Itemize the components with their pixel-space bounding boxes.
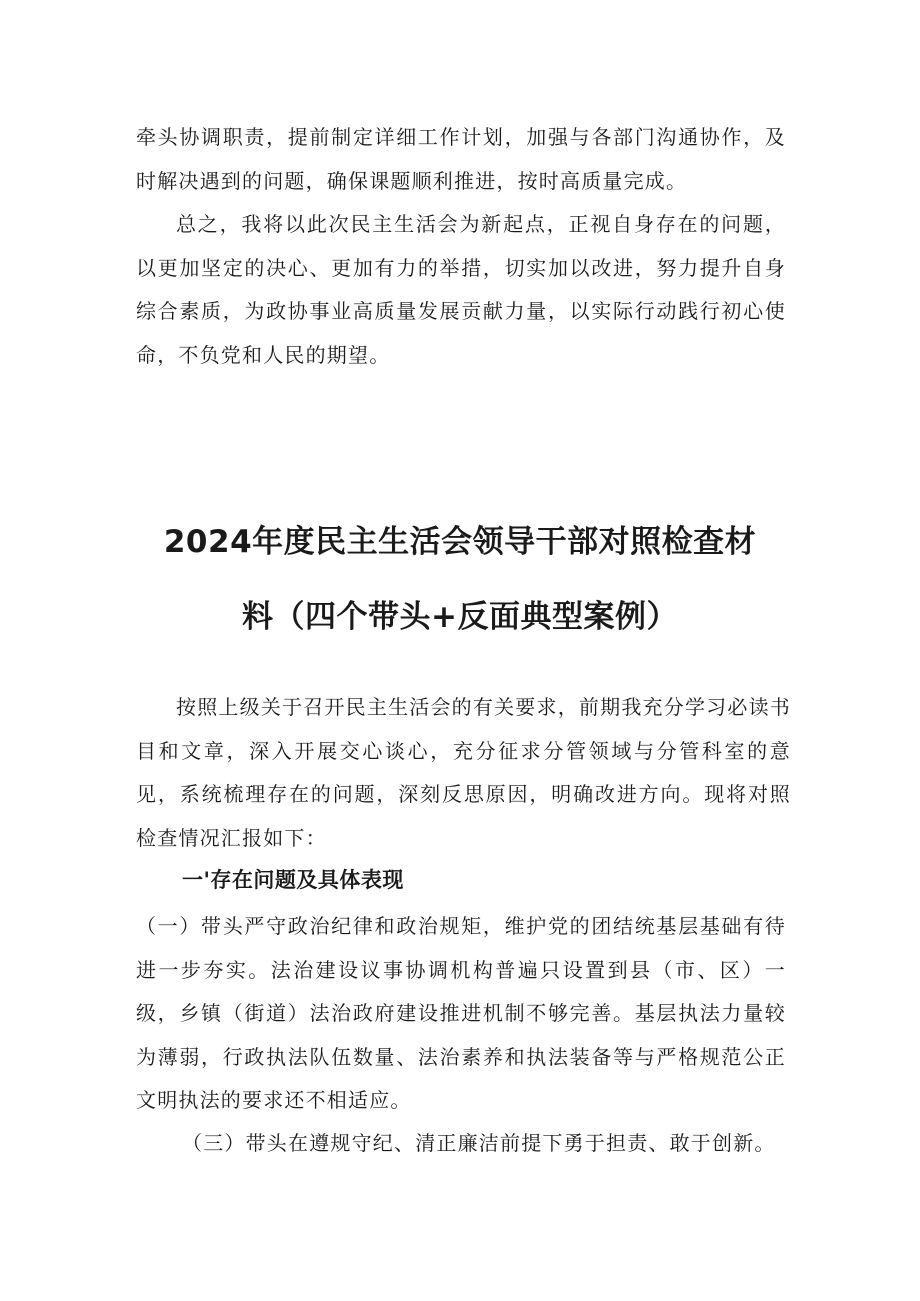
document-title-line-2: 料（四个带头+反面典型案例） [242,599,678,635]
body-paragraph: 总之，我将以此次民主生活会为新起点，正视自身存在的问题，以更加坚定的决心、更加有力的举措，切实加以改进，努力提升自身综合素质，为政协事业高质量发展贡献力量，以实际行动践行初心使命，不负党和人民的期望。 [136,212,786,367]
body-paragraph: （三）带头在遵规守纪、清正廉洁前提下勇于担责、敢于创新。 [182,1131,776,1155]
body-paragraph: 牵头协调职责，提前制定详细工作计划，加强与各部门沟通协作，及时解决遇到的问题，确保课题顺利推进，按时高质量完成。 [136,125,786,193]
intro-paragraph: 按照上级关于召开民主生活会的有关要求，前期我充分学习必读书目和文章，深入开展交心谈心，充分征求分管领域与分管科室的意见，系统梳理存在的问题，深刻反思原因，明确改进方向。现将对照检查情况汇报如下： [136,695,791,850]
document-title-line-1: 2024年度民主生活会领导干部对照检查材 [163,524,757,560]
body-paragraph: （一）带头严守政治纪律和政治规矩，维护党的团结统基层基础有待进一步夯实。法治建设议事协调机构普遍只设置到县（市、区）一级，乡镇（街道）法治政府建设推进机制不够完善。基层执法力量较为薄弱，行政执法队伍数量、法治素养和执法装备等与严格规范公正文明执法的要求还不相适应。 [136,914,786,1112]
section-heading: 一'存在问题及具体表现 [182,868,404,892]
